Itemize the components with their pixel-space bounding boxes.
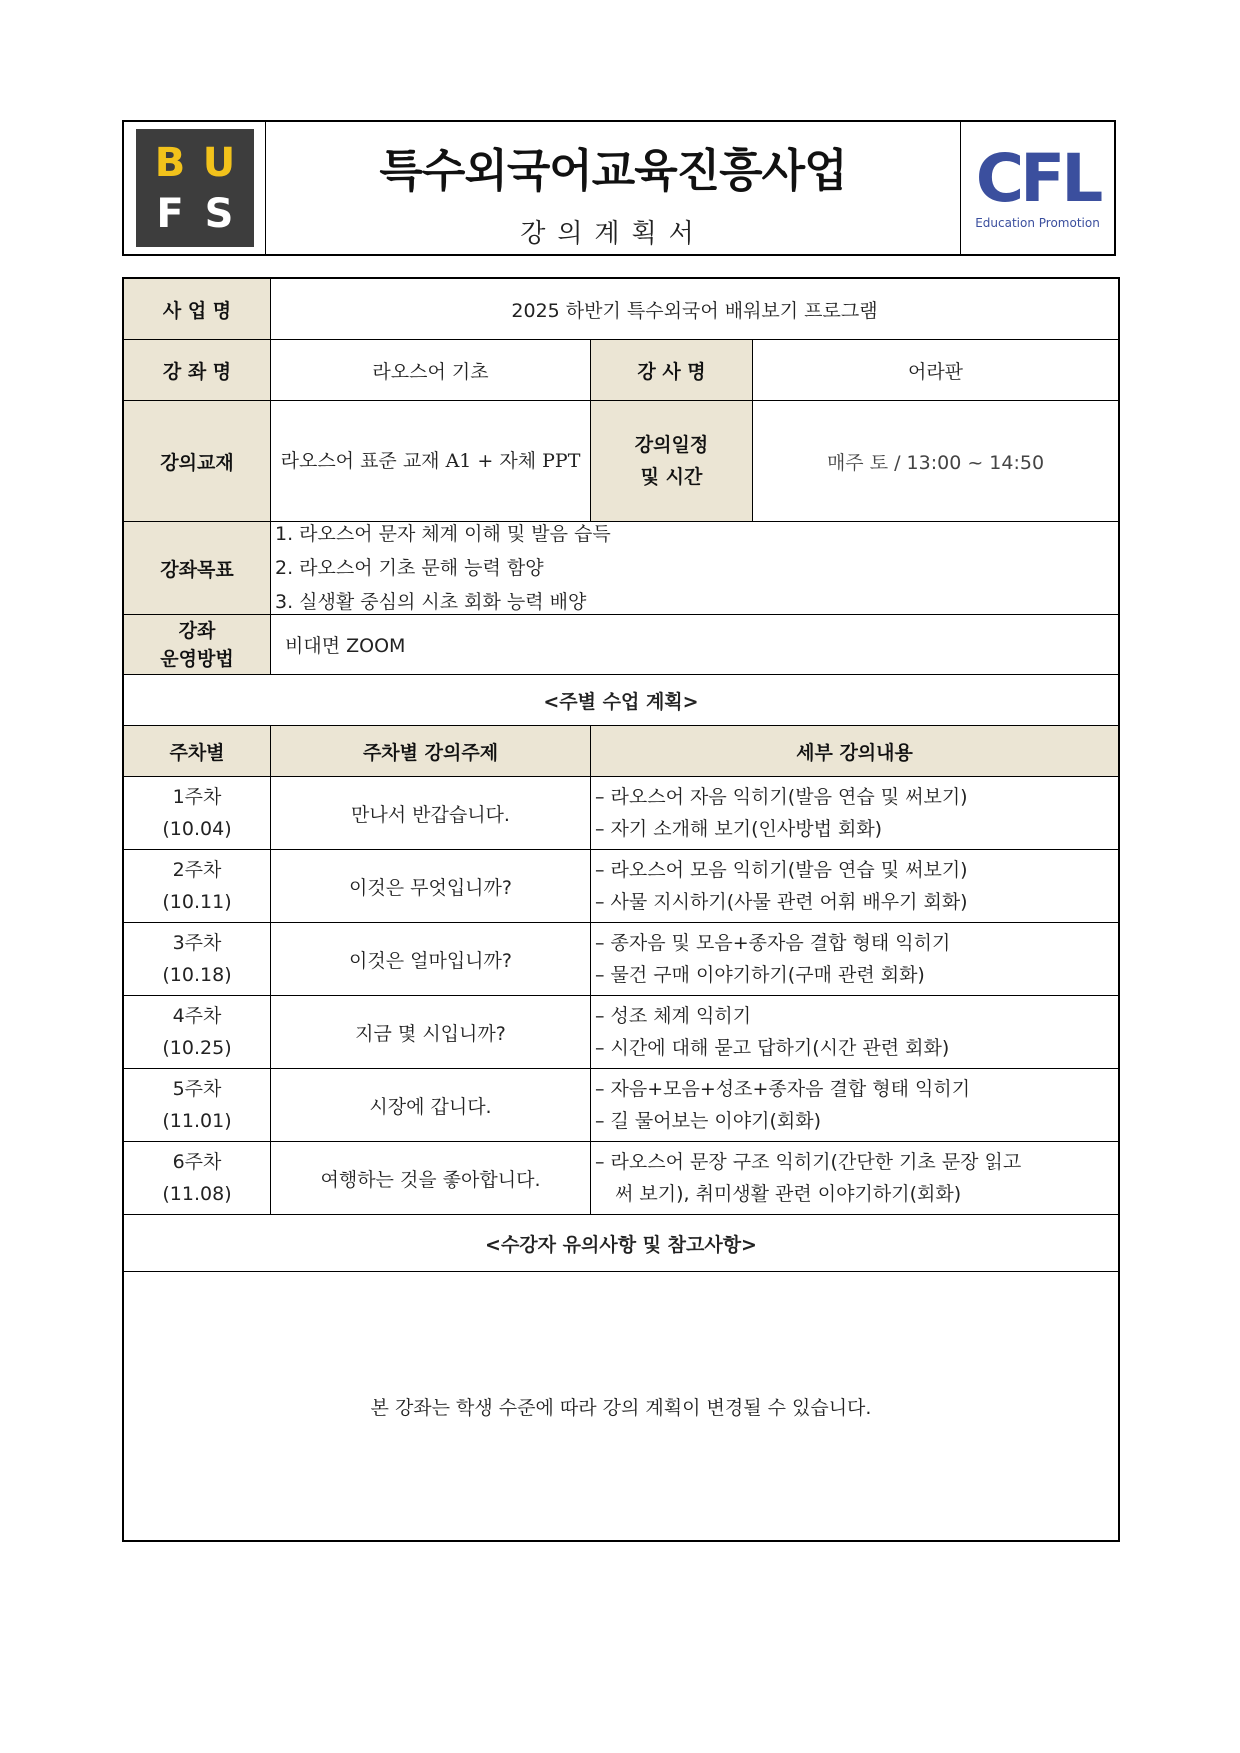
detail-column-header: 세부 강의내용 <box>590 726 1118 776</box>
detail-line: – 길 물어보는 이야기(회화) <box>595 1110 821 1132</box>
detail-line: 써 보기), 취미생활 관련 이야기하기(회화) <box>615 1183 962 1205</box>
topic-cell: 만나서 반갑습니다. <box>270 777 590 849</box>
notes-body-row <box>124 1272 1118 1540</box>
detail-line: – 성조 체계 익히기 <box>595 1005 752 1027</box>
textbook-row <box>124 401 1118 522</box>
bufs-logo-letter: B <box>154 139 186 186</box>
schedule-label <box>590 401 752 521</box>
method-label <box>124 615 270 674</box>
detail-cell <box>590 777 1118 849</box>
detail-cell <box>590 996 1118 1068</box>
project-row <box>124 279 1118 340</box>
table-row <box>124 777 1118 850</box>
method-row <box>124 615 1118 675</box>
detail-line: – 라오스어 문장 구조 익히기(간단한 기초 문장 읽고 <box>595 1151 1022 1173</box>
schedule-label-line: 및 시간 <box>640 466 703 488</box>
week-date: (10.25) <box>162 1037 232 1059</box>
topic-cell: 지금 몇 시입니까? <box>270 996 590 1068</box>
detail-line: – 라오스어 자음 익히기(발음 연습 및 써보기) <box>595 786 968 808</box>
notes-section-row <box>124 1215 1118 1272</box>
notes-text: 본 강좌는 학생 수준에 따라 강의 계획이 변경될 수 있습니다. <box>370 1396 872 1419</box>
table-row <box>124 1069 1118 1142</box>
bufs-logo-letter: U <box>202 139 236 186</box>
week-number: 5주차 <box>172 1078 222 1100</box>
topic-column-header: 주차별 강의주제 <box>270 726 590 776</box>
table-row <box>124 1142 1118 1215</box>
weekly-section-row <box>124 675 1118 726</box>
week-date: (10.18) <box>162 964 232 986</box>
detail-cell <box>590 1142 1118 1214</box>
goal-item: 1. 라오스어 문자 체계 이해 및 발음 습득 <box>275 523 611 545</box>
notes-section-title: <수강자 유의사항 및 참고사항> <box>485 1233 757 1256</box>
document-header <box>122 120 1116 256</box>
cfl-logo: CFL <box>975 140 1100 217</box>
schedule-value: 매주 토 / 13:00 ~ 14:50 <box>752 401 1118 521</box>
method-label-line: 운영방법 <box>160 647 234 670</box>
document-subtitle: 강의계획서 <box>520 219 706 249</box>
goal-label: 강좌목표 <box>124 522 270 614</box>
week-number: 4주차 <box>172 1005 222 1027</box>
detail-line: – 자음+모음+성조+종자음 결합 형태 익히기 <box>595 1078 971 1100</box>
method-label-line: 강좌 <box>178 619 216 642</box>
table-row <box>124 923 1118 996</box>
detail-line: – 라오스어 모음 익히기(발음 연습 및 써보기) <box>595 859 968 881</box>
bufs-logo-cell <box>124 122 266 254</box>
detail-line: – 종자음 및 모음+종자음 결합 형태 익히기 <box>595 932 951 954</box>
goal-list <box>270 522 1118 614</box>
detail-line: – 사물 지시하기(사물 관련 어휘 배우기 회화) <box>595 891 968 913</box>
detail-line: – 시간에 대해 묻고 답하기(시간 관련 회화) <box>595 1037 950 1059</box>
week-cell <box>124 1069 270 1141</box>
instructor-value: 어라판 <box>752 340 1118 400</box>
week-number: 1주차 <box>172 786 222 808</box>
bufs-logo-letter: F <box>156 190 184 237</box>
week-date: (11.01) <box>162 1110 232 1132</box>
weekly-header-row <box>124 726 1118 777</box>
instructor-label: 강 사 명 <box>590 340 752 400</box>
method-value: 비대면 ZOOM <box>270 615 1118 674</box>
goal-row <box>124 522 1118 615</box>
week-cell <box>124 1142 270 1214</box>
lecture-plan-table <box>122 277 1120 1542</box>
course-row <box>124 340 1118 401</box>
project-value: 2025 하반기 특수외국어 배워보기 프로그램 <box>270 279 1118 339</box>
header-title-area <box>266 122 960 254</box>
course-value: 라오스어 기초 <box>270 340 590 400</box>
detail-cell <box>590 1069 1118 1141</box>
cfl-logo-cell <box>960 122 1114 254</box>
detail-cell <box>590 850 1118 922</box>
week-number: 6주차 <box>172 1151 222 1173</box>
course-label: 강 좌 명 <box>124 340 270 400</box>
detail-line: – 물건 구매 이야기하기(구매 관련 회화) <box>595 964 925 986</box>
week-cell <box>124 923 270 995</box>
topic-cell: 이것은 얼마입니까? <box>270 923 590 995</box>
week-date: (10.04) <box>162 818 232 840</box>
goal-item: 3. 실생활 중심의 시초 회화 능력 배양 <box>275 591 587 613</box>
textbook-value: 라오스어 표준 교재 A1 + 자체 PPT <box>270 401 590 521</box>
week-column-header: 주차별 <box>124 726 270 776</box>
table-row <box>124 850 1118 923</box>
topic-cell: 여행하는 것을 좋아합니다. <box>270 1142 590 1214</box>
topic-cell: 시장에 갑니다. <box>270 1069 590 1141</box>
bufs-logo <box>136 129 254 247</box>
goal-item: 2. 라오스어 기초 문해 능력 함양 <box>275 557 544 579</box>
week-number: 3주차 <box>172 932 222 954</box>
weekly-section-title: <주별 수업 계획> <box>543 690 699 713</box>
table-row <box>124 996 1118 1069</box>
cfl-logo-subtitle: Education Promotion <box>975 216 1100 230</box>
project-label: 사 업 명 <box>124 279 270 339</box>
bufs-logo-letter: S <box>204 190 234 237</box>
textbook-label: 강의교재 <box>124 401 270 521</box>
detail-line: – 자기 소개해 보기(인사방법 회화) <box>595 818 883 840</box>
document-title: 특수외국어교육진흥사업 <box>379 144 847 197</box>
week-number: 2주차 <box>172 859 222 881</box>
week-cell <box>124 996 270 1068</box>
week-cell <box>124 850 270 922</box>
week-cell <box>124 777 270 849</box>
topic-cell: 이것은 무엇입니까? <box>270 850 590 922</box>
week-date: (11.08) <box>162 1183 232 1205</box>
week-date: (10.11) <box>162 891 232 913</box>
schedule-label-line: 강의일정 <box>634 434 709 456</box>
detail-cell <box>590 923 1118 995</box>
